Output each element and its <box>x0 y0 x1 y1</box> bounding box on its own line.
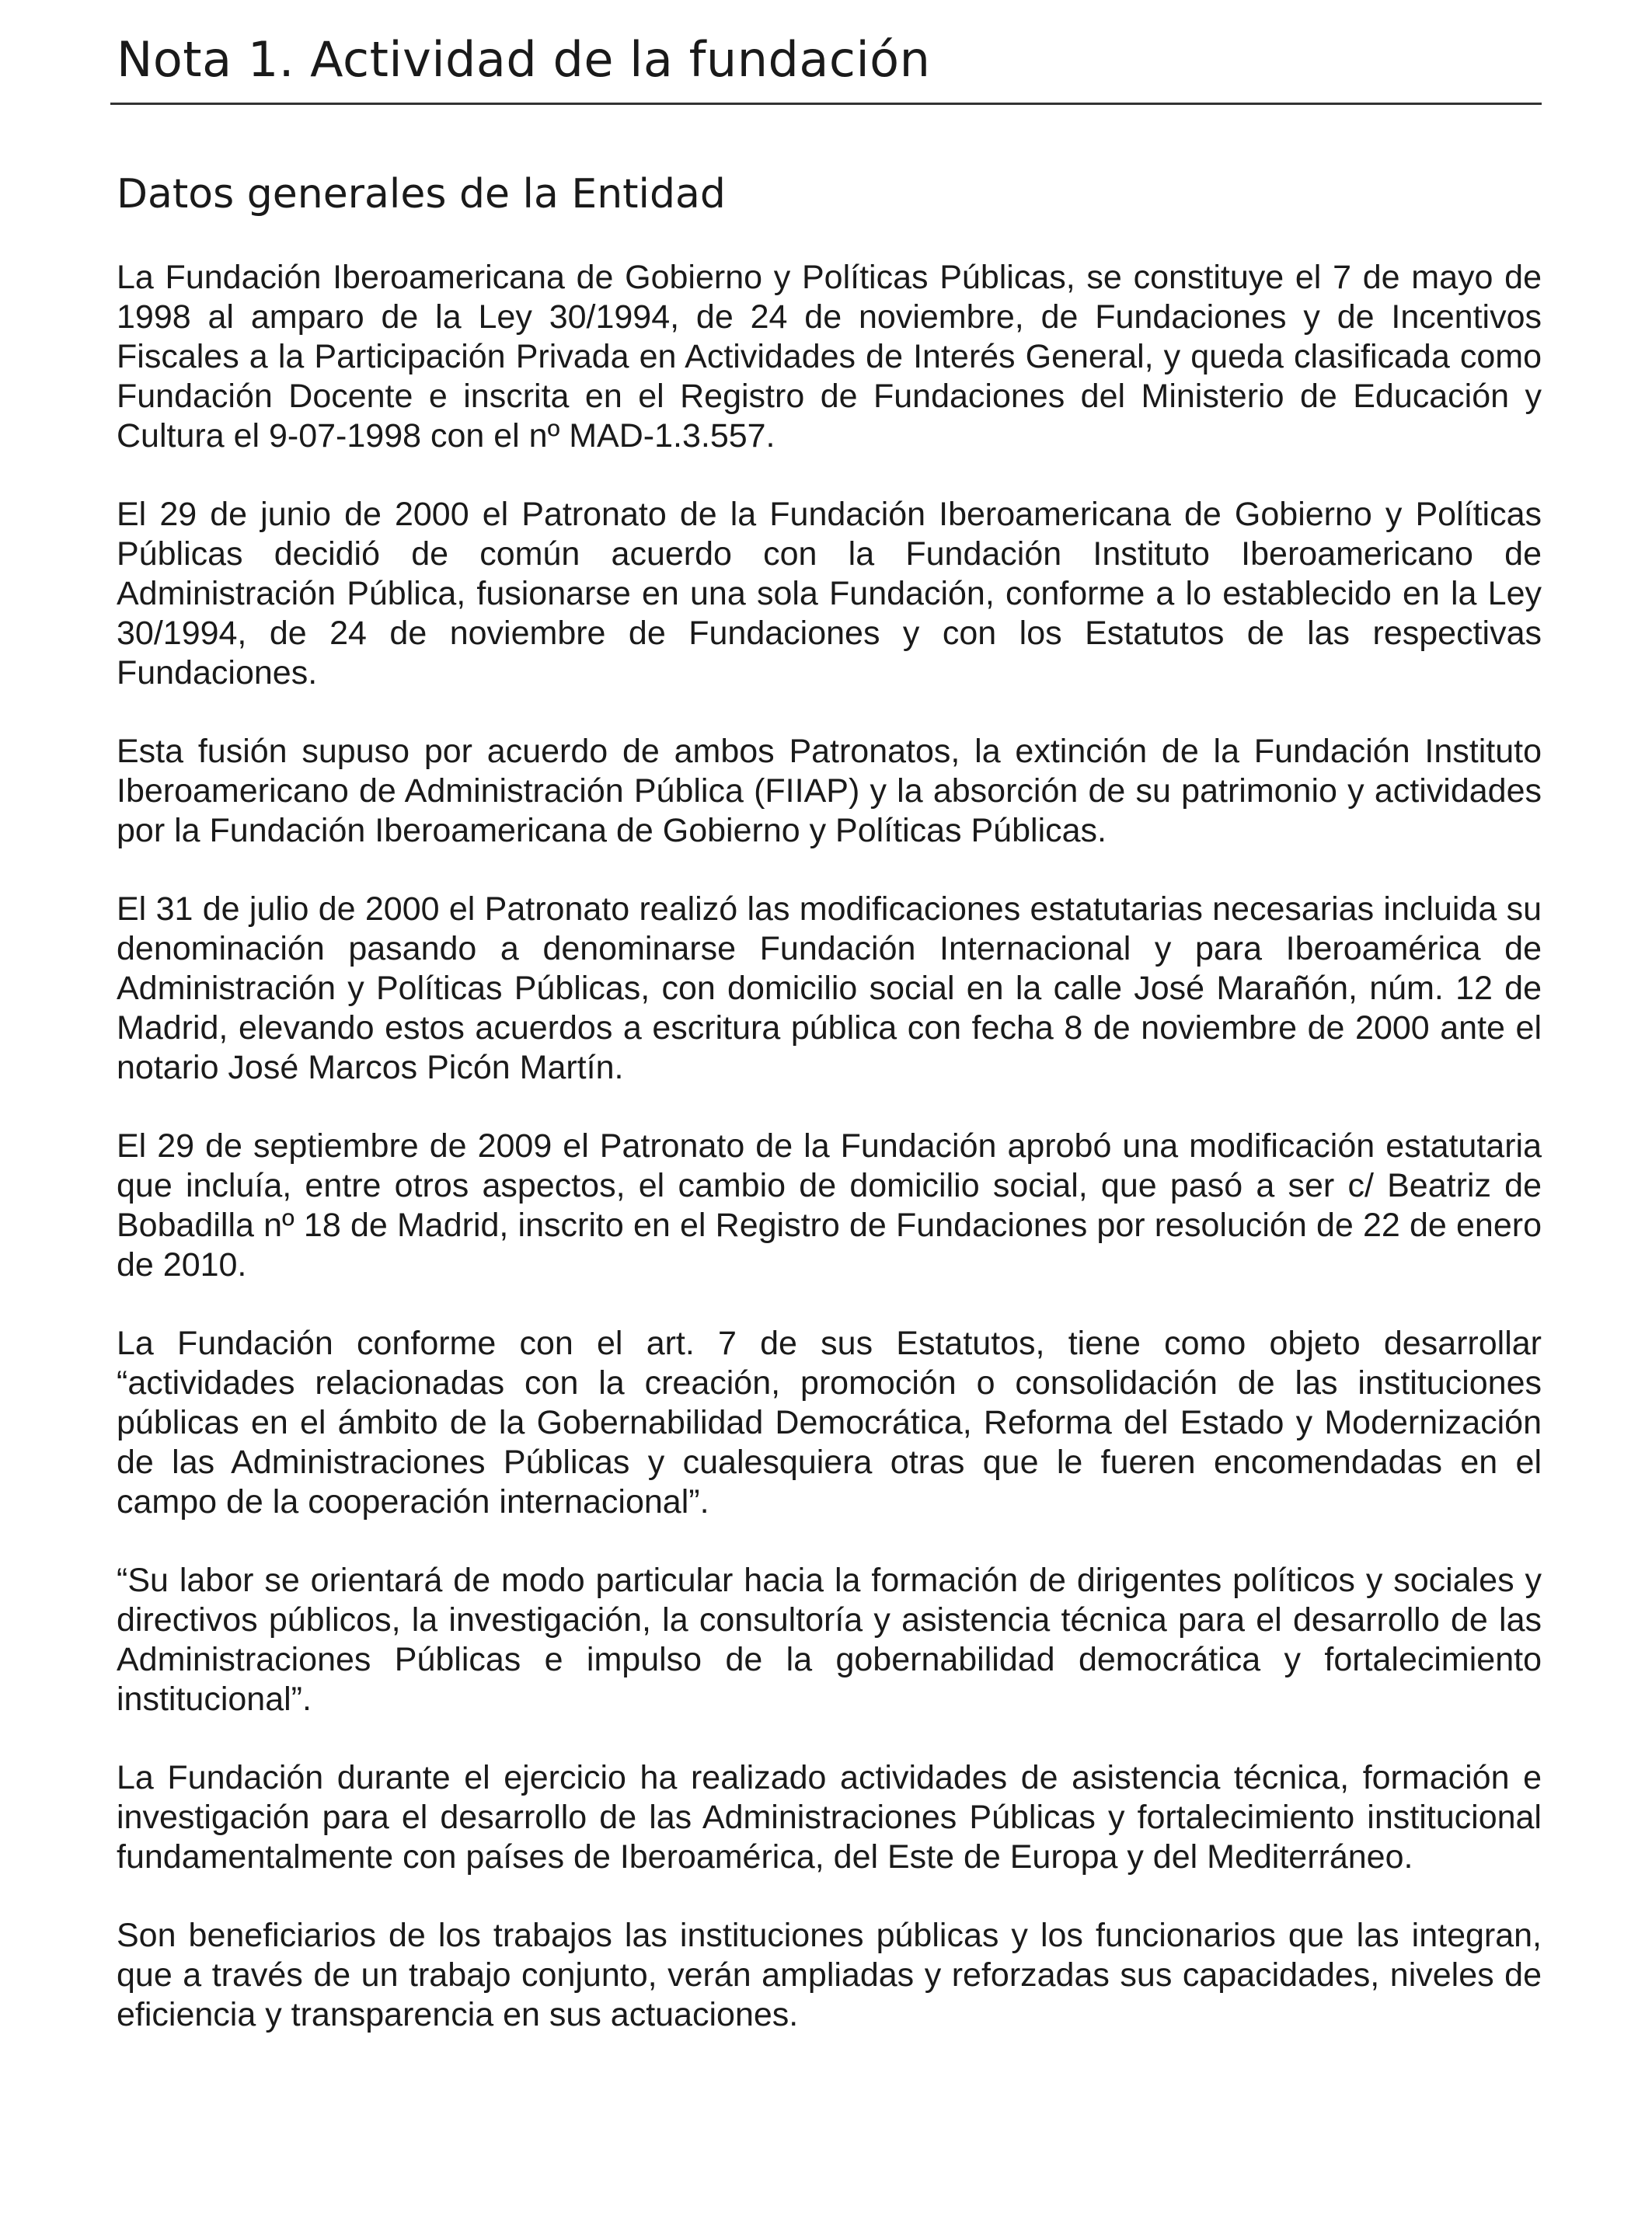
paragraph: Esta fusión supuso por acuerdo de ambos Patronatos, la extinción de la Fundación Instituto Iberoamericano de Administración Pública (FIIAP) y la absorción de su patrimonio y actividades por la Fundación Iberoamericana de Gobierno y Políticas Públicas. <box>117 732 1542 849</box>
paragraph: La Fundación durante el ejercicio ha realizado actividades de asistencia técnica, formación e investigación para el desarrollo de las Administraciones Públicas y fortalecimiento institucional fundamentalmente con países de Iberoamérica, del Este de Europa y del Mediterráneo. <box>117 1758 1542 1876</box>
paragraph: Son beneficiarios de los trabajos las instituciones públicas y los funcionarios que las integran, que a través de un trabajo conjunto, verán ampliadas y reforzadas sus capacidades, niveles de eficiencia y transparencia en sus actuaciones. <box>117 1916 1542 2033</box>
paragraph: “Su labor se orientará de modo particular hacia la formación de dirigentes políticos y sociales y directivos públicos, la investigación, la consultoría y asistencia técnica para el desarrollo de las Administraciones Públicas e impulso de la gobernabilidad democrática y fortalecimiento institucional”. <box>117 1561 1542 1718</box>
paragraph: El 29 de septiembre de 2009 el Patronato de la Fundación aprobó una modificación estatutaria que incluía, entre otros aspectos, el cambio de domicilio social, que pasó a ser c/ Beatriz de Bobadilla nº 18 de Madrid, inscrito en el Registro de Fundaciones por resolución de 22 de enero de 2010. <box>117 1127 1542 1284</box>
paragraph: El 29 de junio de 2000 el Patronato de la Fundación Iberoamericana de Gobierno y Políticas Públicas decidió de común acuerdo con la Fundación Instituto Iberoamericano de Administración Pública, fusionarse en una sola Fundación, conforme a lo establecido en la Ley 30/1994, de 24 de noviembre de Fundaciones y con los Estatutos de las respectivas Fundaciones. <box>117 495 1542 692</box>
paragraph: La Fundación conforme con el art. 7 de sus Estatutos, tiene como objeto desarrollar “actividades relacionadas con la creación, promoción o consolidación de las instituciones públicas en el ámbito de la Gobernabilidad Democrática, Reforma del Estado y Modernización de las Administraciones Públicas y cualesquiera otras que le fueren encomendadas en el campo de la cooperación internacional”. <box>117 1324 1542 1521</box>
document-page <box>110 31 1542 2074</box>
section-title: Datos generales de la Entidad <box>117 171 726 218</box>
paragraph: El 31 de julio de 2000 el Patronato realizó las modificaciones estatutarias necesarias incluida su denominación pasando a denominarse Fundación Internacional y para Iberoamérica de Administración y Políticas Públicas, con domicilio social en la calle José Marañón, núm. 12 de Madrid, elevando estos acuerdos a escritura pública con fecha 8 de noviembre de 2000 ante el notario José Marcos Picón Martín. <box>117 890 1542 1086</box>
paragraph: La Fundación Iberoamericana de Gobierno y Políticas Públicas, se constituye el 7 de mayo de 1998 al amparo de la Ley 30/1994, de 24 de noviembre, de Fundaciones y de Incentivos Fiscales a la Participación Privada en Actividades de Interés General, y queda clasificada como Fundación Docente e inscrita en el Registro de Fundaciones del Ministerio de Educación y Cultura el 9-07-1998 con el nº MAD-1.3.557. <box>117 258 1542 455</box>
title-divider <box>110 103 1542 105</box>
body-text <box>117 258 1542 2035</box>
page-title: Nota 1. Actividad de la fundación <box>117 31 931 88</box>
